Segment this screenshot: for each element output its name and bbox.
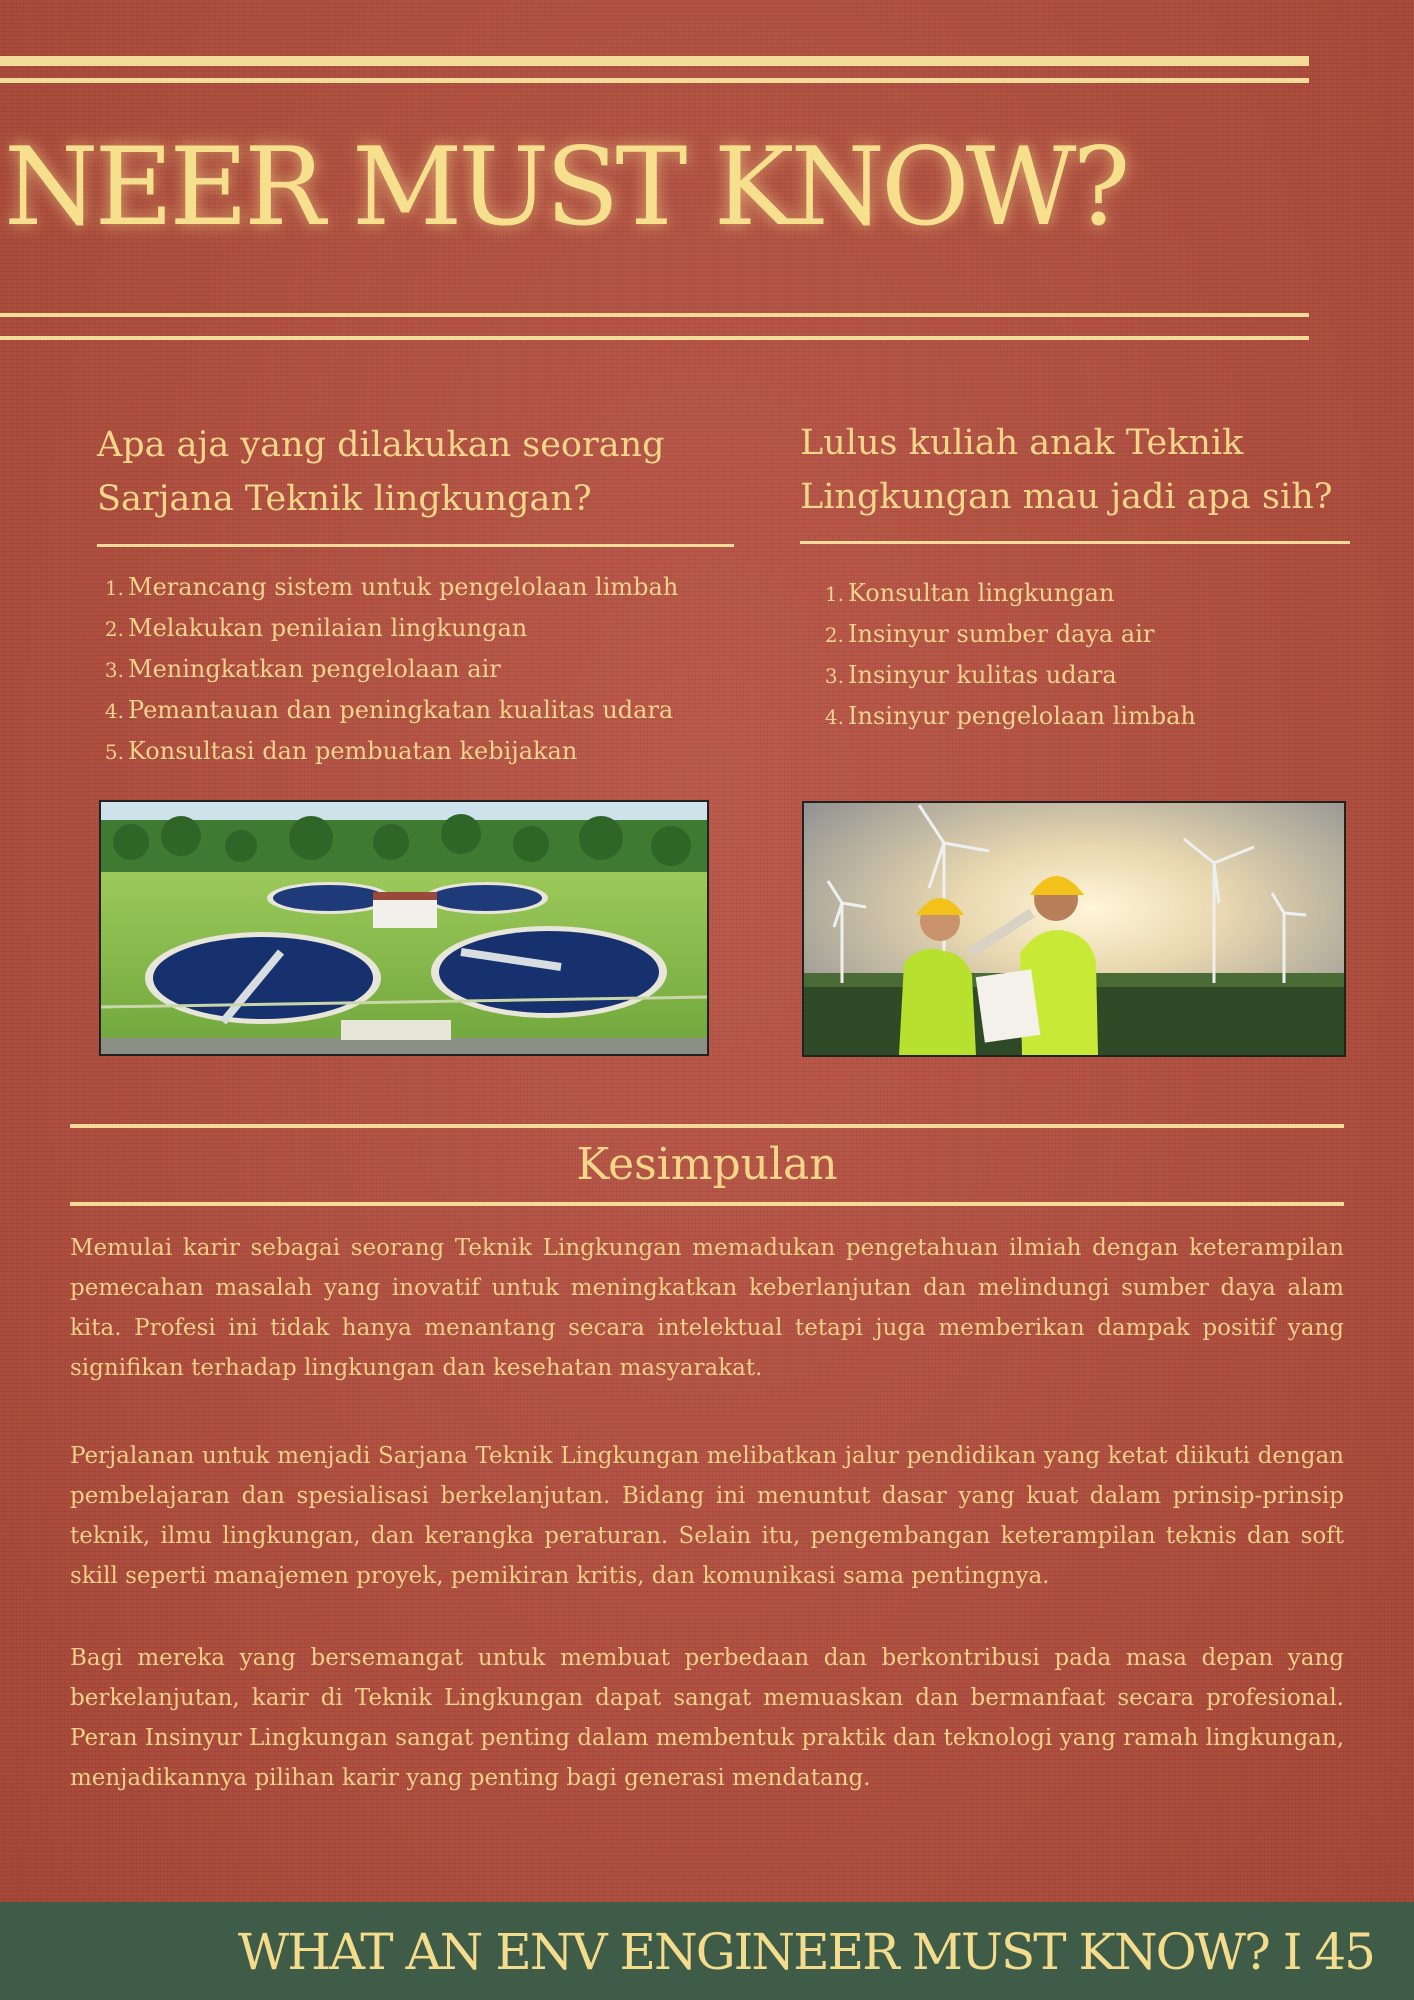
treatment-plant-photo: [99, 800, 709, 1056]
conclusion-paragraph-3: Bagi mereka yang bersemangat untuk membuat perbedaan dan berkontribusi pada masa depan yang berkelanjutan, karir di Teknik Lingkungan dapat sangat memuaskan dan bermanfaat secara profesional. Peran Insinyur Lingkungan sangat penting dalam membentuk praktik dan teknologi yang ramah lingkungan, menjadikannya pilihan karir yang penting bagi generasi mendatang.: [70, 1645, 1344, 1791]
conclusion-title: Kesimpulan: [576, 1139, 838, 1190]
conclusion-paragraph-1: Memulai karir sebagai seorang Teknik Lingkungan memadukan pengetahuan ilmiah dengan keterampilan pemecahan masalah yang inovatif untuk meningkatkan keberlanjutan dan melindungi sumber daya alam kita. Profesi ini tidak hanya menantang secara intelektual tetapi juga memberikan dampak positif yang signifikan terhadap lingkungan dan kesehatan masyarakat.: [70, 1235, 1344, 1381]
engineers-wind-farm-photo: [802, 801, 1346, 1057]
right-heading-line-2: Lingkungan mau jadi apa sih?: [800, 477, 1333, 517]
left-heading-rule: [97, 544, 734, 547]
title-rule-1: [0, 313, 1309, 317]
conclusion-bottom-rule: [70, 1202, 1344, 1206]
list-item: 2. Insinyur sumber daya air: [824, 620, 1155, 648]
list-item: 1. Konsultan lingkungan: [824, 579, 1115, 607]
list-item: 3. Insinyur kulitas udara: [824, 661, 1117, 689]
page-title: NEER MUST KNOW?: [4, 125, 1127, 250]
right-heading-rule: [800, 541, 1350, 544]
left-task-list: [100, 567, 678, 772]
conclusion-top-rule: [70, 1124, 1344, 1128]
left-heading-line-1: Apa aja yang dilakukan seorang: [97, 425, 665, 465]
right-heading-line-1: Lulus kuliah anak Teknik: [800, 423, 1244, 463]
footer-title: WHAT AN ENV ENGINEER MUST KNOW? I 45: [237, 1923, 1374, 1981]
list-item: 4. Pemantauan dan peningkatan kualitas udara: [104, 696, 674, 724]
list-item: 2. Melakukan penilaian lingkungan: [104, 614, 528, 642]
right-career-list: [820, 573, 1196, 737]
list-item: 3. Meningkatkan pengelolaan air: [104, 655, 501, 683]
footer-band: [0, 1902, 1414, 2000]
left-column-heading: [97, 418, 665, 526]
top-rule-1: [0, 56, 1309, 66]
list-item: 1. Merancang sistem untuk pengelolaan limbah: [104, 573, 679, 601]
left-heading-line-2: Sarjana Teknik lingkungan?: [97, 479, 592, 519]
conclusion-paragraph-2: Perjalanan untuk menjadi Sarjana Teknik Lingkungan melibatkan jalur pendidikan yang ketat diikuti dengan pembelajaran dan spesialisasi berkelanjutan. Bidang ini menuntut dasar yang kuat dalam prinsip-prinsip teknik, ilmu lingkungan, dan kerangka peraturan. Selain itu, pengembangan keterampilan teknis dan soft skill seperti manajemen proyek, pemikiran kritis, dan komunikasi sama pentingnya.: [70, 1443, 1344, 1589]
title-rule-2: [0, 336, 1309, 340]
list-item: 4. Insinyur pengelolaan limbah: [824, 702, 1196, 730]
right-column-heading: [800, 416, 1333, 524]
list-item: 5. Konsultasi dan pembuatan kebijakan: [104, 737, 578, 765]
top-rule-2: [0, 78, 1309, 83]
